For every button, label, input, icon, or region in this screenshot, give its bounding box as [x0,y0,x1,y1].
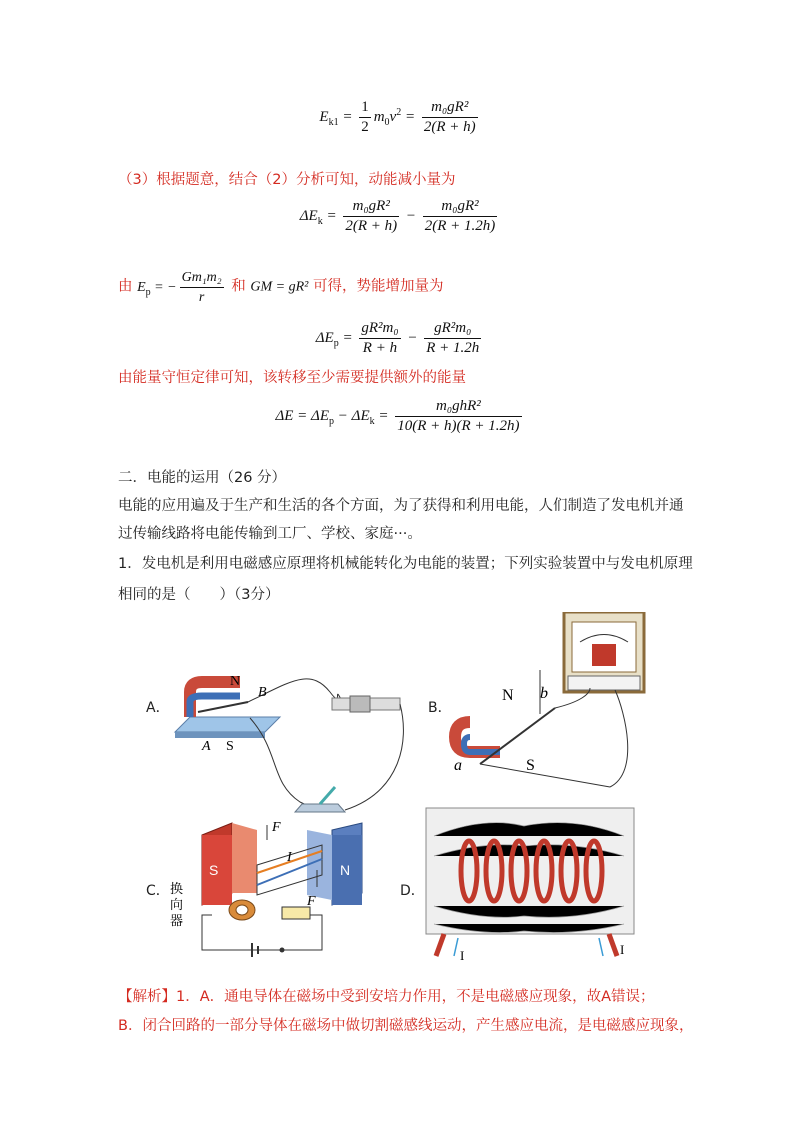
fig-c-f1-label: F [272,820,281,835]
paragraph-line-1: 电能的应用遍及于生产和生活的各个方面，为了获得和利用电能，人们制造了发电机并通 [118,498,684,514]
potential-energy-line: 由 $E_p$ = − $\frac{\text{Gm₁m₂}}{r}$ 和 GM = gR² 可得，势能增加量为 [118,270,444,305]
fig-b-a-label: a [454,757,462,774]
fig-d-i2-label: I [620,942,625,957]
fig-a-n-label: N [230,674,241,689]
fig-b-n-label: N [502,687,514,704]
fig-a-a-label: A [202,739,211,754]
equation-ek1: $E_{k1}$ = $\frac{1}{2}$ $m_0v^2$ = $\frac{\text{m₀gR²}}{2(R + h)}$ [319,99,476,135]
fig-c-xiang-label: 向 [170,898,184,913]
fig-c-huan-label: 换 [170,882,184,897]
energy-conservation-text: 由能量守恒定律可知，该转移至少需要提供额外的能量 [118,370,466,386]
option-a-label: A． [146,700,170,716]
option-b-label: B． [428,700,452,716]
fig-c-f2-label: F [307,894,316,909]
fig-c-n-label: N [340,862,351,878]
fig-b-b-label: b [540,685,548,702]
fig-b-s-label: S [526,757,535,774]
figure-b-generator-galvanometer [440,612,650,792]
option-c-label: C． [146,883,170,899]
section-title: 二．电能的运用（26 分） [118,470,287,486]
step-3-text: （3）根据题意，结合（2）分析可知，动能减小量为 [118,172,456,188]
question-1-line-2: 相同的是（ ）（3分） [118,587,280,603]
question-1-line-1: 1．发电机是利用电磁感应原理将机械能转化为电能的装置；下列实验装置中与发电机原理 [118,556,693,572]
fig-c-s-label: S [209,862,219,878]
paragraph-line-2: 过传输线路将电能传输到工厂、学校、家庭···。 [118,526,422,542]
fig-d-i1-label: I [460,948,465,963]
equation-delta-ep: $\Delta E_p$ = $\frac{\text{gR²m₀}}{R + h}$ − $\frac{\text{gR²m₀}}{R + 1.2h}$ [315,320,480,356]
figure-d-solenoid-field [424,806,636,976]
equation-delta-e: $\Delta E = \Delta E_p - \Delta E_k$ = $\frac{\text{m₀ghR²}}{10(R + h)(R + 1.2h)}$ [275,398,520,434]
analysis-line-2: B．闭合回路的一部分导体在磁场中做切割磁感线运动，产生感应电流，是电磁感应现象， [118,1018,694,1034]
fig-c-i-label: I [287,850,292,865]
fig-c-qi-label: 器 [170,914,184,929]
option-d-label: D． [400,883,425,899]
figure-a-current-in-magnet [170,672,420,832]
analysis-line-1: 【解析】1．A．通电导体在磁场中受到安培力作用，不是电磁感应现象，故A错误； [118,989,655,1005]
equation-delta-ek: $\Delta E_k$ = $\frac{\text{m₀gR²}}{2(R + h)}$ − $\frac{\text{m₀gR²}}{2(R + 1.2h)}$ [299,198,496,234]
figure-c-motor-commutator [162,815,397,965]
fig-a-s-label: S [226,739,234,754]
fig-a-b-label: B [258,685,267,700]
